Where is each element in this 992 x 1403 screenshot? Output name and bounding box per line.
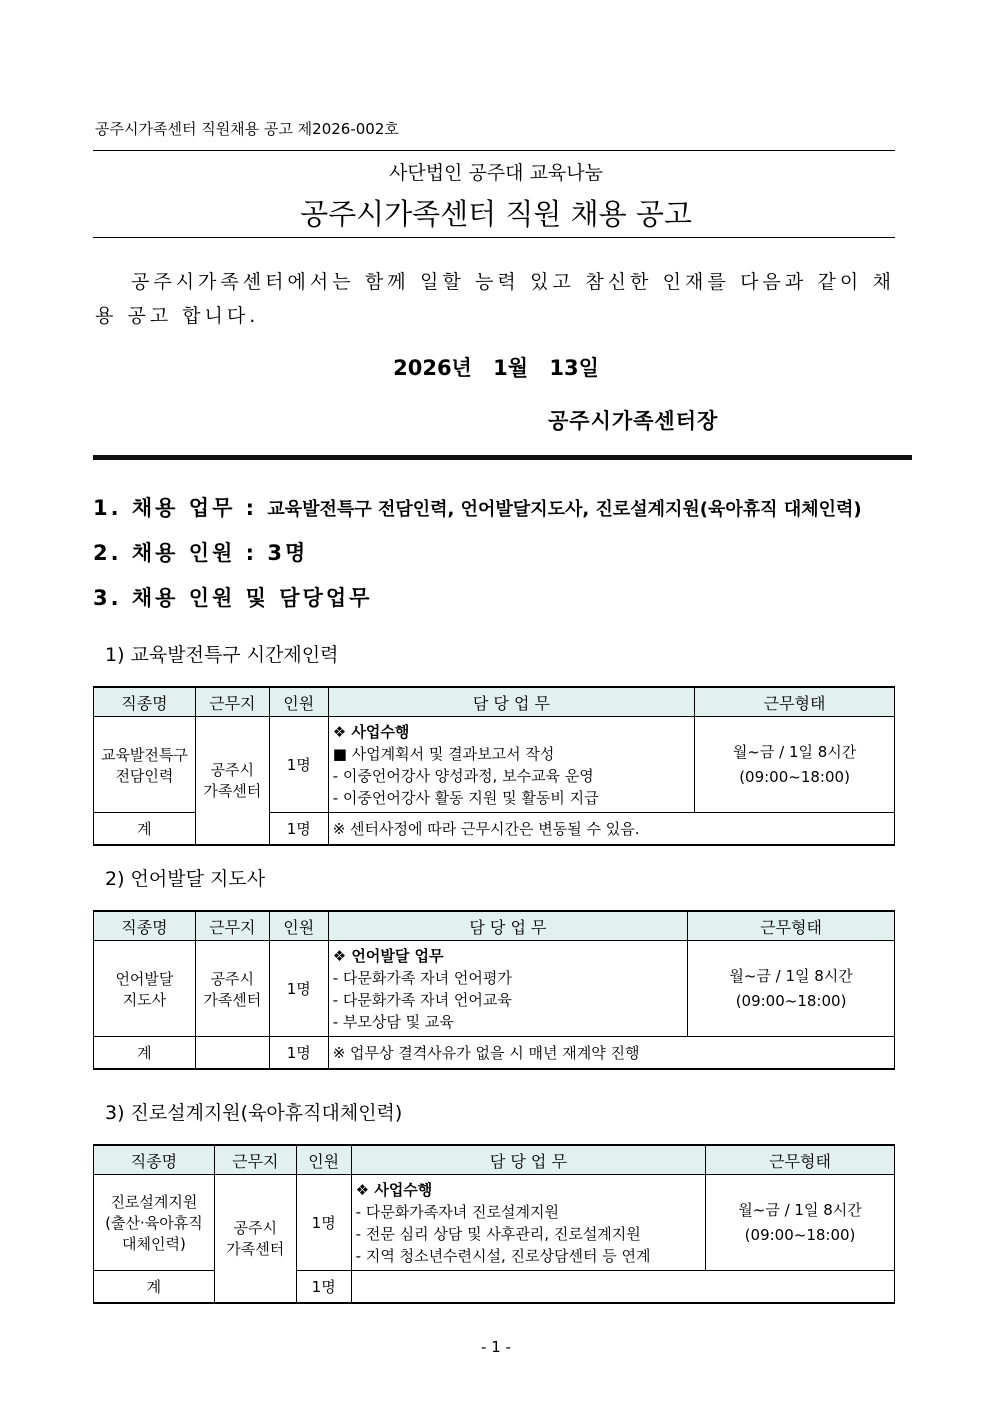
headcount: 1명 <box>296 1175 351 1271</box>
duty-item: - 전문 심리 상담 및 사후관리, 진로설계지원 <box>355 1224 641 1243</box>
column-header: 근무형태 <box>688 911 895 941</box>
intro-paragraph: 공주시가족센터에서는 함께 일할 능력 있고 참신한 인재를 다음과 같이 채용 공고 합니다. <box>95 271 895 327</box>
work-schedule <box>695 717 895 813</box>
duty-item: ■ 사업계획서 및 결과보고서 작성 <box>332 744 555 763</box>
duty-item: - 이중언어강사 양성과정, 보수교육 운영 <box>332 766 594 785</box>
document-number: 공주시가족센터 직원채용 공고 제2026-002호 <box>95 120 399 138</box>
column-header: 근무지 <box>195 911 269 941</box>
column-header: 인원 <box>296 1145 351 1175</box>
total-count: 1명 <box>269 1037 328 1069</box>
work-schedule <box>688 941 895 1037</box>
schedule-days: 월~금 / 1일 8시간 <box>729 966 853 985</box>
workplace: 공주시 가족센터 <box>195 941 269 1037</box>
table-title: 3) 진로설계지원(육아휴직대체인력) <box>105 1102 403 1124</box>
schedule-hours: (09:00~18:00) <box>735 991 847 1010</box>
column-header: 직종명 <box>94 911 196 941</box>
job-title: 교육발전특구 전담인력 <box>94 717 196 813</box>
duty-item: - 이중언어강사 활동 지원 및 활동비 지급 <box>332 788 599 807</box>
duty-item: - 부모상담 및 교육 <box>332 1012 454 1031</box>
table-title: 1) 교육발전특구 시간제인력 <box>105 644 339 666</box>
schedule-days: 월~금 / 1일 8시간 <box>732 742 857 761</box>
table-row <box>94 941 895 1037</box>
total-row <box>94 1271 895 1303</box>
page-number: - 1 - <box>481 1338 511 1356</box>
duty-item: ❖ 사업수행 <box>355 1180 433 1199</box>
job-table <box>93 686 895 846</box>
section-label: 1. 채용 업무 : <box>93 496 258 520</box>
column-header: 담 당 업 무 <box>328 687 694 717</box>
total-count: 1명 <box>296 1271 351 1303</box>
total-row <box>94 1037 895 1069</box>
job-table <box>93 1144 895 1304</box>
duties <box>351 1175 705 1271</box>
duty-item: - 지역 청소년수련시설, 진로상담센터 등 연계 <box>355 1246 651 1265</box>
job-table <box>93 910 895 1070</box>
duty-item: - 다문화가족자녀 진로설계지원 <box>355 1202 559 1221</box>
organization-name: 사단법인 공주대 교육나눔 <box>389 162 603 184</box>
duty-item: - 다문화가족 자녀 언어평가 <box>332 968 512 987</box>
section-value: 교육발전특구 전담인력, 언어발달지도사, 진로설계지원(육아휴직 대체인력) <box>267 499 862 520</box>
schedule-hours: (09:00~18:00) <box>744 1225 856 1244</box>
divider <box>93 237 895 238</box>
table-row <box>94 717 895 813</box>
work-schedule <box>706 1175 895 1271</box>
schedule-days: 월~금 / 1일 8시간 <box>738 1200 862 1219</box>
workplace: 공주시 가족센터 <box>214 1175 296 1303</box>
note: ※ 업무상 결격사유가 없을 시 매년 재계약 진행 <box>328 1037 894 1069</box>
column-header: 인원 <box>269 911 328 941</box>
column-header: 담 당 업 무 <box>328 911 687 941</box>
job-title: 진로설계지원 (출산·육아휴직 대체인력) <box>94 1175 215 1271</box>
divider <box>93 150 895 151</box>
section-3: 3. 채용 인원 및 담당업무 <box>93 586 373 610</box>
page-title: 공주시가족센터 직원 채용 공고 <box>300 197 692 231</box>
column-header: 직종명 <box>94 687 196 717</box>
signer: 공주시가족센터장 <box>548 409 719 433</box>
column-header: 근무형태 <box>706 1145 895 1175</box>
note <box>351 1271 894 1303</box>
column-header: 직종명 <box>94 1145 215 1175</box>
section-2: 2. 채용 인원 : 3명 <box>93 541 309 565</box>
duty-item: - 다문화가족 자녀 언어교육 <box>332 990 512 1009</box>
schedule-hours: (09:00~18:00) <box>739 767 850 786</box>
duty-item: ❖ 언어발달 업무 <box>332 946 444 965</box>
job-title: 언어발달 지도사 <box>94 941 196 1037</box>
table-title: 2) 언어발달 지도사 <box>105 868 266 890</box>
duties <box>328 717 694 813</box>
workplace: 공주시 가족센터 <box>195 717 269 845</box>
duty-item: ❖ 사업수행 <box>332 722 410 741</box>
column-header: 인원 <box>269 687 328 717</box>
column-header: 근무형태 <box>695 687 895 717</box>
total-label: 계 <box>94 1271 215 1303</box>
section-1 <box>93 492 862 522</box>
table-row <box>94 1175 895 1271</box>
duties <box>328 941 687 1037</box>
announcement-date: 2026년 1월 13일 <box>393 356 599 380</box>
column-header: 근무지 <box>195 687 269 717</box>
headcount: 1명 <box>269 717 328 813</box>
column-header: 담 당 업 무 <box>351 1145 705 1175</box>
headcount: 1명 <box>269 941 328 1037</box>
column-header: 근무지 <box>214 1145 296 1175</box>
total-label: 계 <box>94 813 196 845</box>
note: ※ 센터사정에 따라 근무시간은 변동될 수 있음. <box>328 813 894 845</box>
total-label: 계 <box>94 1037 196 1069</box>
thick-divider <box>93 455 912 460</box>
empty-cell <box>195 1037 269 1069</box>
total-count: 1명 <box>269 813 328 845</box>
